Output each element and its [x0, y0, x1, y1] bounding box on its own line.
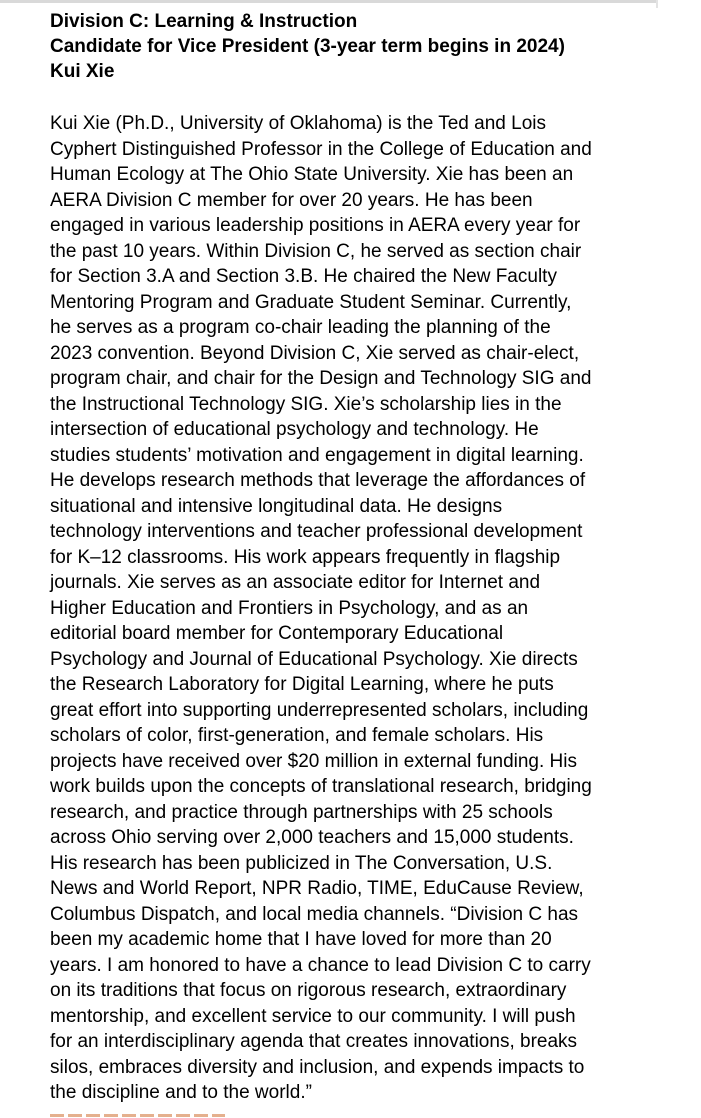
bio-line: on its traditions that focus on rigorous research, extraordinary [50, 980, 567, 1001]
bio-line: studies students’ motivation and engagement in digital learning. [50, 444, 584, 466]
bio-line: work builds upon the concepts of translational research, bridging [50, 776, 592, 797]
candidate-name: Kui Xie [50, 61, 115, 82]
bio-line: for an interdisciplinary agenda that creates innovations, breaks [50, 1031, 578, 1052]
candidate-biography [50, 111, 690, 1106]
bio-line: the past 10 years. Within Division C, he served as section chair [50, 240, 582, 262]
bio-line: mentorship, and excellent service to our community. I will push [50, 1005, 576, 1027]
bio-line: research, and practice through partnerships with 25 schools [50, 801, 553, 823]
top-divider-cap [656, 0, 658, 8]
bio-line: been my academic home that I have loved for more than 20 [50, 929, 552, 950]
bio-line: years. I am honored to have a chance to lead Division C to carry [50, 954, 591, 976]
bio-line: the Instructional Technology SIG. Xie’s scholarship lies in the [50, 393, 562, 415]
bio-line: program chair, and chair for the Design and Technology SIG and [50, 368, 592, 389]
bio-line: Kui Xie (Ph.D., University of Oklahoma) is the Ted and Lois [50, 113, 546, 134]
candidate-header [50, 9, 680, 84]
bio-line: projects have received over $20 million in external funding. His [50, 750, 577, 772]
bio-line: His research has been publicized in The Conversation, U.S. [50, 852, 553, 874]
division-title: Division C: Learning & Instruction [50, 11, 358, 32]
bio-line: scholars of color, first-generation, and female scholars. His [50, 725, 544, 746]
bio-line: Columbus Dispatch, and local media channels. “Division C has [50, 903, 579, 925]
bio-line: AERA Division C member for over 20 years. He has been [50, 189, 533, 211]
bio-line: Mentoring Program and Graduate Student Seminar. Currently, [50, 291, 572, 313]
bio-line: He develops research methods that leverage the affordances of [50, 470, 586, 491]
candidacy-title: Candidate for Vice President (3-year term begins in 2024) [50, 36, 565, 57]
bio-line: intersection of educational psychology and technology. He [50, 419, 539, 440]
bio-line: editorial board member for Contemporary Educational [50, 623, 504, 644]
top-divider [0, 0, 656, 3]
bio-line: Human Ecology at The Ohio State University. Xie has been an [50, 164, 574, 185]
bio-line: News and World Report, NPR Radio, TIME, EduCause Review, [50, 878, 584, 899]
bio-line: the Research Laboratory for Digital Learning, where he puts [50, 674, 554, 695]
bio-line: technology interventions and teacher professional development [50, 521, 583, 542]
bio-line: journals. Xie serves as an associate editor for Internet and [50, 572, 541, 593]
bio-line: 2023 convention. Beyond Division C, Xie served as chair-elect, [50, 342, 580, 364]
bio-line: across Ohio serving over 2,000 teachers and 15,000 students. [50, 827, 574, 848]
bio-line: great effort into supporting underrepresented scholars, including [50, 699, 589, 721]
cut-off-link[interactable] [50, 1111, 225, 1118]
bio-line: the discipline and to the world.” [50, 1082, 312, 1103]
bio-line: for Section 3.A and Section 3.B. He chaired the New Faculty [50, 266, 557, 287]
bio-line: silos, embraces diversity and inclusion, and expends impacts to [50, 1056, 585, 1078]
bio-line: he serves as a program co-chair leading the planning of the [50, 317, 551, 338]
bio-line: engaged in various leadership positions in AERA every year for [50, 215, 581, 236]
bio-line: situational and intensive longitudinal data. He designs [50, 495, 503, 517]
bio-line: Psychology and Journal of Educational Psychology. Xie directs [50, 648, 578, 670]
bio-line: for K–12 classrooms. His work appears frequently in flagship [50, 546, 561, 568]
bio-line: Higher Education and Frontiers in Psychology, and as an [50, 597, 529, 619]
bio-line: Cyphert Distinguished Professor in the College of Education and [50, 138, 592, 160]
